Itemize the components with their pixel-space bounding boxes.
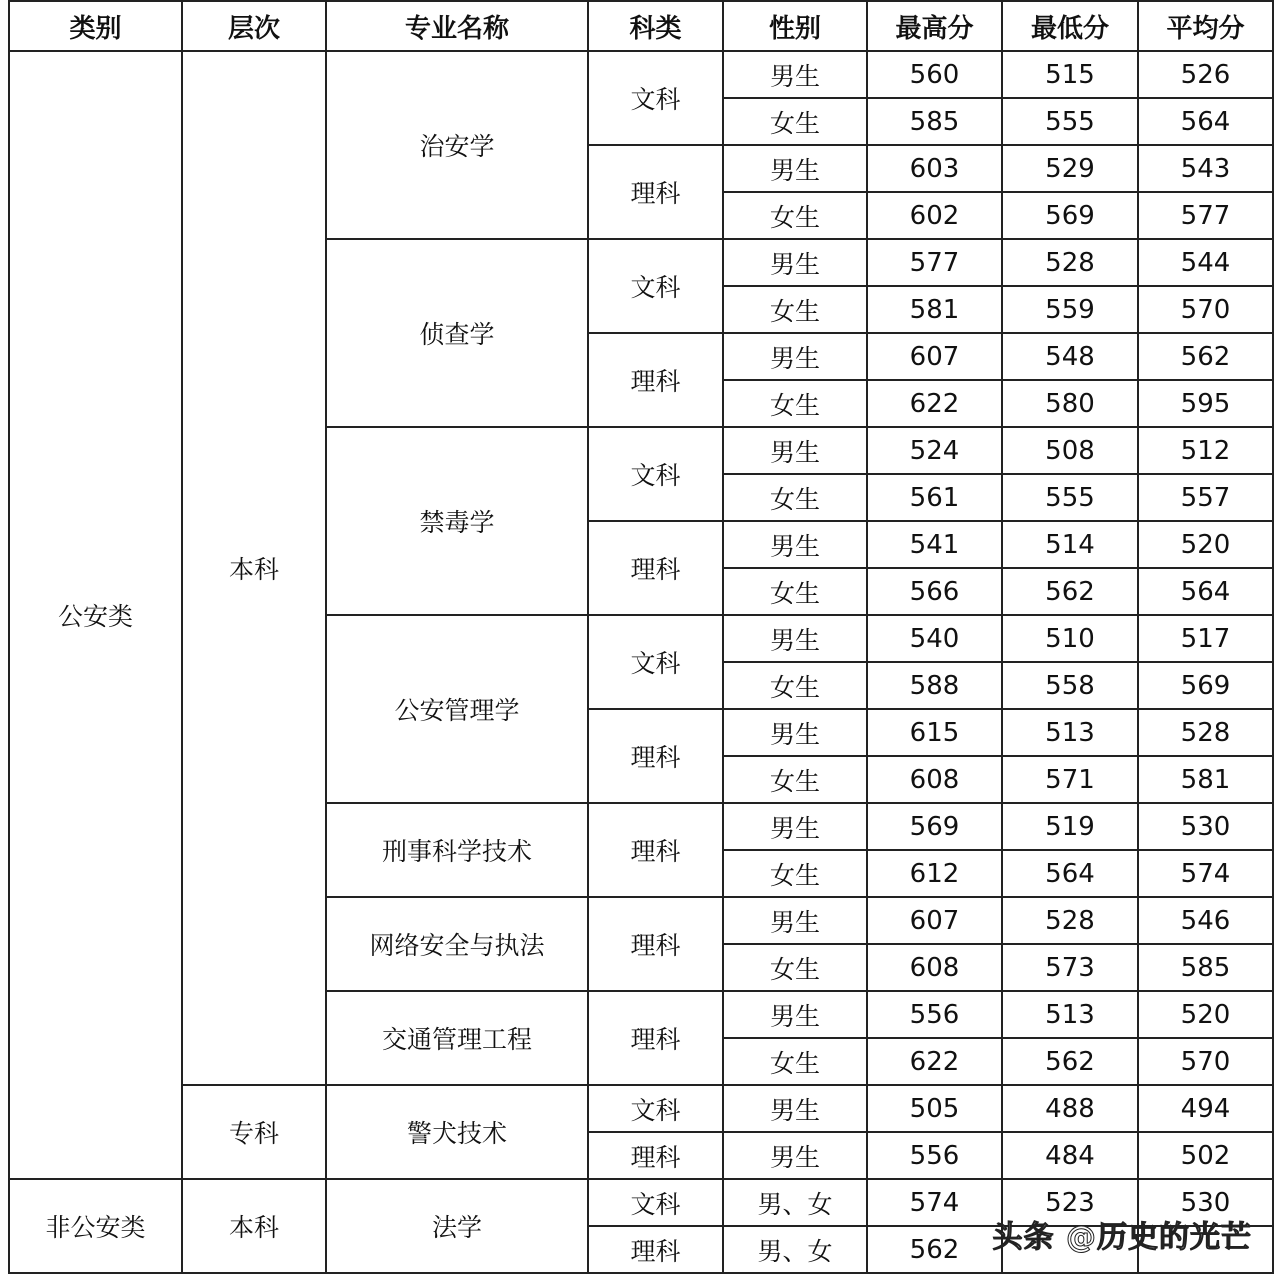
major-cell: 刑事科学技术 bbox=[326, 803, 588, 897]
min-score-cell: 488 bbox=[1002, 1085, 1138, 1132]
min-score-cell: 528 bbox=[1002, 897, 1138, 944]
avg-score-cell: 557 bbox=[1138, 474, 1273, 521]
max-score-cell: 603 bbox=[867, 145, 1002, 192]
max-score-cell: 622 bbox=[867, 1038, 1002, 1085]
table-row bbox=[9, 1085, 1273, 1132]
max-score-cell: 608 bbox=[867, 756, 1002, 803]
header-level: 层次 bbox=[182, 1, 326, 51]
gender-cell: 女生 bbox=[723, 662, 867, 709]
avg-score-cell: 520 bbox=[1138, 521, 1273, 568]
gender-cell: 男生 bbox=[723, 239, 867, 286]
gender-cell: 男生 bbox=[723, 51, 867, 98]
avg-score-cell: 494 bbox=[1138, 1085, 1273, 1132]
gender-cell: 女生 bbox=[723, 756, 867, 803]
track-cell: 理科 bbox=[588, 991, 723, 1085]
track-cell: 文科 bbox=[588, 1085, 723, 1132]
track-cell: 文科 bbox=[588, 1179, 723, 1226]
gender-cell: 女生 bbox=[723, 474, 867, 521]
level-cell: 本科 bbox=[182, 1179, 326, 1273]
avg-score-cell: 544 bbox=[1138, 239, 1273, 286]
avg-score-cell: 564 bbox=[1138, 98, 1273, 145]
max-score-cell: 569 bbox=[867, 803, 1002, 850]
track-cell: 理科 bbox=[588, 521, 723, 615]
max-score-cell: 524 bbox=[867, 427, 1002, 474]
avg-score-cell: 517 bbox=[1138, 615, 1273, 662]
min-score-cell: 519 bbox=[1002, 803, 1138, 850]
track-cell: 理科 bbox=[588, 897, 723, 991]
min-score-cell: 555 bbox=[1002, 98, 1138, 145]
gender-cell: 男、女 bbox=[723, 1179, 867, 1226]
max-score-cell: 505 bbox=[867, 1085, 1002, 1132]
gender-cell: 男生 bbox=[723, 991, 867, 1038]
avg-score-cell: 502 bbox=[1138, 1132, 1273, 1179]
track-cell: 理科 bbox=[588, 1132, 723, 1179]
header-row bbox=[9, 1, 1273, 51]
gender-cell: 男生 bbox=[723, 1085, 867, 1132]
avg-score-cell: 577 bbox=[1138, 192, 1273, 239]
max-score-cell: 556 bbox=[867, 1132, 1002, 1179]
gender-cell: 女生 bbox=[723, 286, 867, 333]
avg-score-cell: 512 bbox=[1138, 427, 1273, 474]
min-score-cell: 510 bbox=[1002, 615, 1138, 662]
major-cell: 侦查学 bbox=[326, 239, 588, 427]
min-score-cell: 513 bbox=[1002, 709, 1138, 756]
gender-cell: 女生 bbox=[723, 380, 867, 427]
avg-score-cell: 569 bbox=[1138, 662, 1273, 709]
max-score-cell: 612 bbox=[867, 850, 1002, 897]
max-score-cell: 607 bbox=[867, 897, 1002, 944]
watermark: 头条 @历史的光芒 bbox=[992, 1220, 1252, 1255]
avg-score-cell: 520 bbox=[1138, 991, 1273, 1038]
major-cell: 警犬技术 bbox=[326, 1085, 588, 1179]
max-score-cell: 581 bbox=[867, 286, 1002, 333]
max-score-cell: 602 bbox=[867, 192, 1002, 239]
min-score-cell: 562 bbox=[1002, 1038, 1138, 1085]
min-score-cell: 559 bbox=[1002, 286, 1138, 333]
max-score-cell: 585 bbox=[867, 98, 1002, 145]
gender-cell: 男、女 bbox=[723, 1226, 867, 1273]
max-score-cell: 561 bbox=[867, 474, 1002, 521]
gender-cell: 男生 bbox=[723, 333, 867, 380]
gender-cell: 男生 bbox=[723, 803, 867, 850]
min-score-cell: 548 bbox=[1002, 333, 1138, 380]
track-cell: 文科 bbox=[588, 239, 723, 333]
max-score-cell: 560 bbox=[867, 51, 1002, 98]
track-cell: 理科 bbox=[588, 1226, 723, 1273]
max-score-cell: 566 bbox=[867, 568, 1002, 615]
gender-cell: 女生 bbox=[723, 98, 867, 145]
gender-cell: 男生 bbox=[723, 145, 867, 192]
track-cell: 理科 bbox=[588, 709, 723, 803]
avg-score-cell: 562 bbox=[1138, 333, 1273, 380]
avg-score-cell: 530 bbox=[1138, 1179, 1273, 1226]
min-score-cell: 580 bbox=[1002, 380, 1138, 427]
avg-score-cell: 581 bbox=[1138, 756, 1273, 803]
max-score-cell: 562 bbox=[867, 1226, 1002, 1273]
track-cell: 理科 bbox=[588, 333, 723, 427]
min-score-cell: 513 bbox=[1002, 991, 1138, 1038]
gender-cell: 女生 bbox=[723, 192, 867, 239]
max-score-cell: 607 bbox=[867, 333, 1002, 380]
admission-scores-table bbox=[8, 0, 1274, 1274]
max-score-cell: 577 bbox=[867, 239, 1002, 286]
gender-cell: 女生 bbox=[723, 850, 867, 897]
max-score-cell: 615 bbox=[867, 709, 1002, 756]
header-category: 类别 bbox=[9, 1, 182, 51]
max-score-cell: 622 bbox=[867, 380, 1002, 427]
category-cell: 非公安类 bbox=[9, 1179, 182, 1273]
avg-score-cell: 570 bbox=[1138, 286, 1273, 333]
min-score-cell: 569 bbox=[1002, 192, 1138, 239]
max-score-cell: 574 bbox=[867, 1179, 1002, 1226]
major-cell: 交通管理工程 bbox=[326, 991, 588, 1085]
min-score-cell: 508 bbox=[1002, 427, 1138, 474]
avg-score-cell: 528 bbox=[1138, 709, 1273, 756]
min-score-cell: 573 bbox=[1002, 944, 1138, 991]
major-cell: 网络安全与执法 bbox=[326, 897, 588, 991]
major-cell: 公安管理学 bbox=[326, 615, 588, 803]
header-track: 科类 bbox=[588, 1, 723, 51]
header-max-score: 最高分 bbox=[867, 1, 1002, 51]
min-score-cell: 528 bbox=[1002, 239, 1138, 286]
track-cell: 文科 bbox=[588, 51, 723, 145]
header-avg-score: 平均分 bbox=[1138, 1, 1273, 51]
min-score-cell: 529 bbox=[1002, 145, 1138, 192]
track-cell: 理科 bbox=[588, 145, 723, 239]
avg-score-cell: 585 bbox=[1138, 944, 1273, 991]
min-score-cell: 558 bbox=[1002, 662, 1138, 709]
track-cell: 文科 bbox=[588, 615, 723, 709]
avg-score-cell: 564 bbox=[1138, 568, 1273, 615]
category-cell: 公安类 bbox=[9, 51, 182, 1179]
max-score-cell: 541 bbox=[867, 521, 1002, 568]
min-score-cell: 555 bbox=[1002, 474, 1138, 521]
major-cell: 法学 bbox=[326, 1179, 588, 1273]
avg-score-cell: 530 bbox=[1138, 803, 1273, 850]
avg-score-cell: 595 bbox=[1138, 380, 1273, 427]
gender-cell: 男生 bbox=[723, 427, 867, 474]
gender-cell: 男生 bbox=[723, 615, 867, 662]
track-cell: 理科 bbox=[588, 803, 723, 897]
header-major: 专业名称 bbox=[326, 1, 588, 51]
level-cell: 专科 bbox=[182, 1085, 326, 1179]
min-score-cell: 515 bbox=[1002, 51, 1138, 98]
header-gender: 性别 bbox=[723, 1, 867, 51]
gender-cell: 女生 bbox=[723, 944, 867, 991]
major-cell: 治安学 bbox=[326, 51, 588, 239]
major-cell: 禁毒学 bbox=[326, 427, 588, 615]
min-score-cell: 564 bbox=[1002, 850, 1138, 897]
header-min-score: 最低分 bbox=[1002, 1, 1138, 51]
gender-cell: 男生 bbox=[723, 1132, 867, 1179]
min-score-cell: 523 bbox=[1002, 1179, 1138, 1226]
max-score-cell: 608 bbox=[867, 944, 1002, 991]
gender-cell: 男生 bbox=[723, 709, 867, 756]
min-score-cell: 571 bbox=[1002, 756, 1138, 803]
avg-score-cell: 570 bbox=[1138, 1038, 1273, 1085]
avg-score-cell: 526 bbox=[1138, 51, 1273, 98]
max-score-cell: 588 bbox=[867, 662, 1002, 709]
track-cell: 文科 bbox=[588, 427, 723, 521]
gender-cell: 男生 bbox=[723, 897, 867, 944]
gender-cell: 女生 bbox=[723, 568, 867, 615]
level-cell: 本科 bbox=[182, 51, 326, 1085]
min-score-cell: 562 bbox=[1002, 568, 1138, 615]
avg-score-cell: 574 bbox=[1138, 850, 1273, 897]
min-score-cell: 484 bbox=[1002, 1132, 1138, 1179]
max-score-cell: 556 bbox=[867, 991, 1002, 1038]
avg-score-cell: 546 bbox=[1138, 897, 1273, 944]
table-row bbox=[9, 51, 1273, 98]
min-score-cell: 514 bbox=[1002, 521, 1138, 568]
max-score-cell: 540 bbox=[867, 615, 1002, 662]
gender-cell: 男生 bbox=[723, 521, 867, 568]
gender-cell: 女生 bbox=[723, 1038, 867, 1085]
avg-score-cell: 543 bbox=[1138, 145, 1273, 192]
